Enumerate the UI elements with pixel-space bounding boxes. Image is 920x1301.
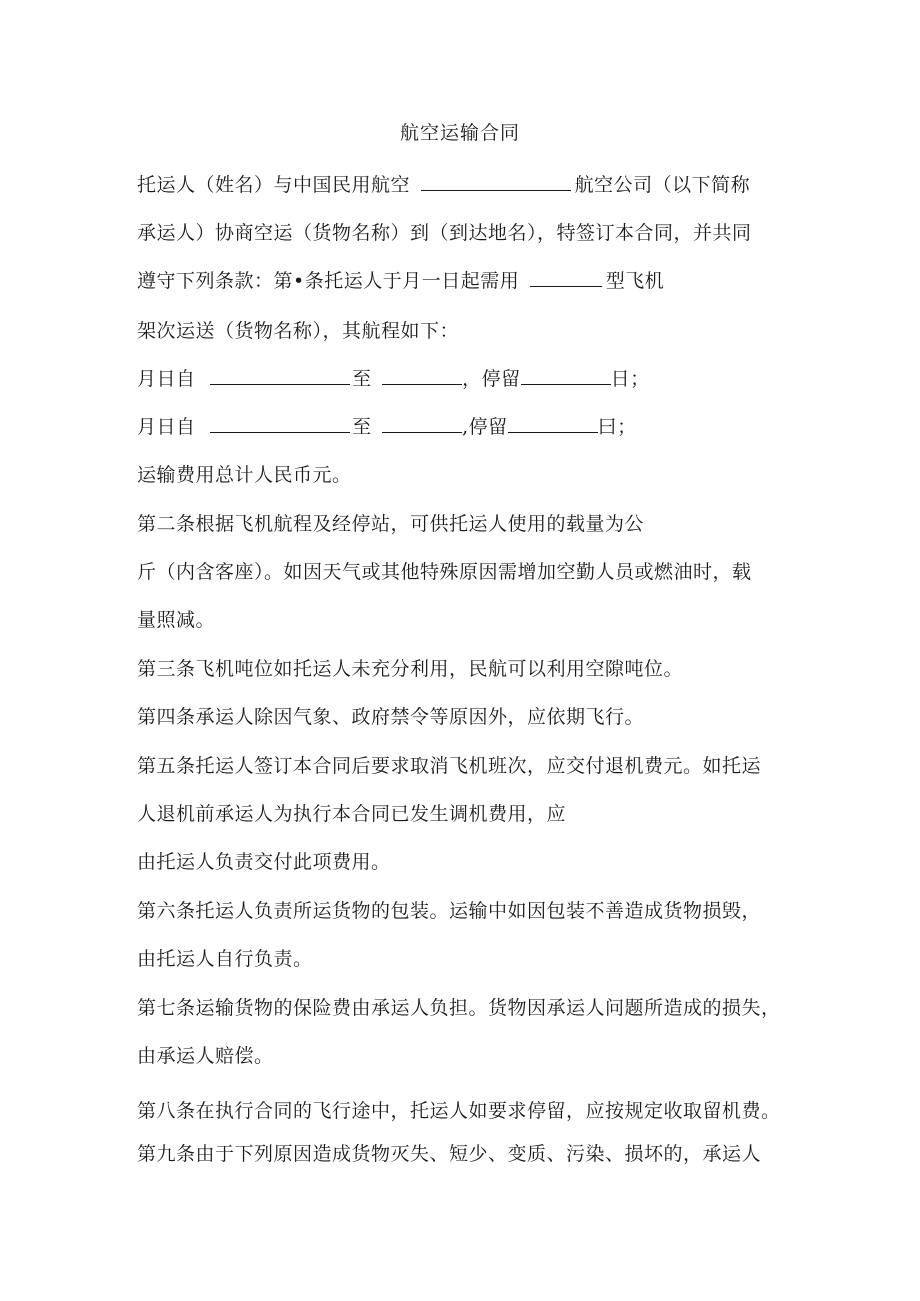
fill-blank [210,414,350,433]
paragraph-line: 由托运人负责交付此项费用。 [137,851,391,873]
itinerary-line [137,412,637,439]
text-segment: 型飞机 [605,270,665,292]
text-segment: 遵守下列条款：第•条托运人于月一日起需用 [137,270,520,292]
fill-blank [210,366,350,385]
paragraph-line: 斤（内含客座）。如因天气或其他特殊原因需增加空勤人员或燃油时，载 [137,561,752,583]
text-segment: 至 [352,416,372,438]
fill-blank [521,366,611,385]
text-segment: ，停留 [462,368,521,390]
text-segment: 曰； [597,416,637,438]
text-segment: 月日自 [137,416,196,438]
text-segment: 至 [352,368,372,390]
text-segment: 日； [610,368,650,390]
paragraph-line: 由承运人赔偿。 [137,1045,274,1067]
paragraph-line: 运输费用总计人民币元。 [137,464,352,486]
fill-blank [421,172,571,191]
paragraph-line: 第二条根据飞机航程及经停站，可供托运人使用的载量为公 [137,513,645,535]
paragraph-line: 人退机前承运人为执行本合同已发生调机费用，应 [137,803,567,825]
paragraph-line: 量照减。 [137,609,216,631]
fill-blank [382,366,462,385]
paragraph-line: 由托运人自行负责。 [137,948,313,970]
text-segment: 托运人（姓名）与中国民用航空 [137,174,411,196]
fill-blank [382,414,462,433]
text-segment: ,停留 [462,416,508,438]
fill-blank [508,414,598,433]
paragraph-line [137,266,664,293]
paragraph-line: 第四条承运人除因气象、政府禁令等原因外，应依期飞行。 [137,706,645,728]
paragraph-line: 架次运送（货物名称），其航程如下： [137,320,460,342]
document-title: 航空运输合同 [399,122,520,144]
paragraph-line: 第八条在执行合同的飞行途中，托运人如要求停留，应按规定收取留机费。 [137,1100,781,1122]
paragraph-line: 承运人）协商空运（货物名称）到（到达地名），特签订本合同，并共同 [137,222,752,244]
text-segment: 航空公司（以下简称 [574,174,751,196]
itinerary-line [137,364,650,391]
paragraph-line: 第五条托运人签订本合同后要求取消飞机班次，应交付退机费元。如托运 [137,755,762,777]
paragraph-line [137,170,750,197]
text-segment: 月日自 [137,368,196,390]
paragraph-line: 第六条托运人负责所运货物的包装。运输中如因包装不善造成货物损毁， [137,900,762,922]
fill-blank [530,268,602,287]
paragraph-line: 第九条由于下列原因造成货物灭失、短少、变质、污染、损坏的，承运人 [137,1143,762,1165]
paragraph-line: 第七条运输货物的保险费由承运人负担。货物因承运人问题所造成的损失， [137,997,781,1019]
paragraph-line: 第三条飞机吨位如托运人未充分利用，民航可以利用空隙吨位。 [137,658,684,680]
